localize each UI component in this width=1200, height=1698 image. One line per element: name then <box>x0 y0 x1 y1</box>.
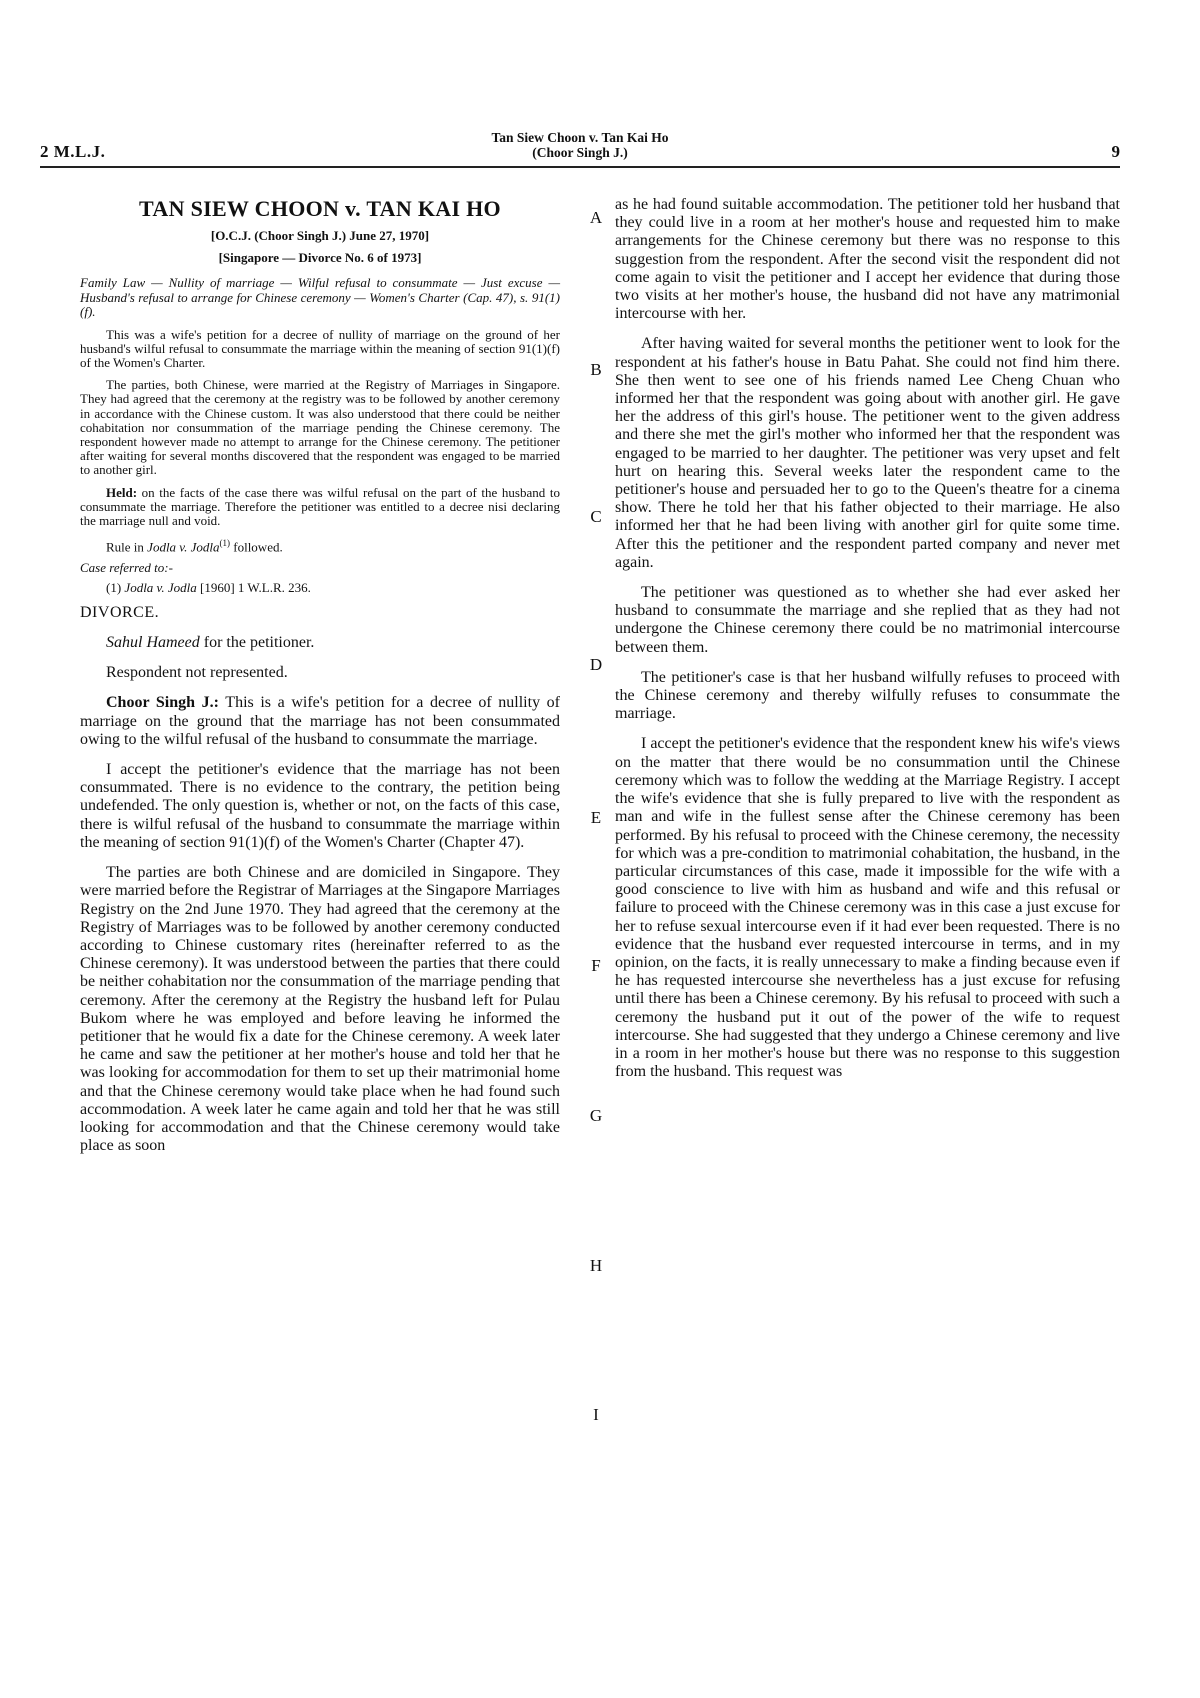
proceeding-type: DIVORCE. <box>80 604 160 622</box>
rule-case-name: Jodla v. Jodla <box>147 539 220 555</box>
right-column <box>615 196 1120 1093</box>
rule-prefix: Rule in <box>106 539 148 555</box>
judge-name: Choor Singh J.: <box>106 694 219 712</box>
case-ref-name: Jodla v. Jodla <box>124 580 197 596</box>
case-reference <box>106 580 560 596</box>
judgment-paragraph: The parties are both Chinese and are domiciled in Singapore. They were married before the Registrar of Marriages at the Singapore Marriages Registry on the 2nd June 1970. They had agreed that the ceremony at the Registry of Marriages was to be followed by another ceremony conducted according to Chinese customary rites (hereinafter referred to as the Chinese ceremony). It was understood between the parties that there could be neither cohabitation nor the consummation of the marriage pending that ceremony. After the ceremony at the Registry the husband left for Pulau Bukom where he was employed and before leaving he informed the petitioner that he would fix a date for the Chinese ceremony. A week later he came and saw the petitioner at her mother's house and told her that he was looking for accommodation for them to set up their matrimonial home and that the Chinese ceremony would take place when he had found such accommodation. A week later he came again and told her that he was still looking for accommodation and that the Chinese ceremony would take place as soon <box>80 864 560 1155</box>
held-text: on the facts of the case there was wilful refusal on the part of the husband to consummate the marriage. Therefore the petitioner was entitled to a decree nisi declaring the marriage null and void. <box>80 484 560 528</box>
held-paragraph <box>80 486 560 529</box>
headnote-paragraph: The parties, both Chinese, were married at the Registry of Marriages in Singapore. They had agreed that the ceremony at the registry was to be followed by another ceremony in accordance with the Chinese custom. It was also understood that there could be neither cohabitation nor consummation of the marriage pending the Chinese ceremony. The respondent however made no attempt to arrange for the Chinese ceremony. The petitioner after waiting for several months discovered that the respondent was engaged to be married to another girl. <box>80 377 560 478</box>
margin-letter-a: A <box>589 208 603 227</box>
catchwords: Family Law — Nullity of marriage — Wilful refusal to consummate — Just excuse — Husband's refusal to arrange for Chinese ceremony — Women's Charter (Cap. 47), s. 91(1)(f). <box>80 275 560 319</box>
margin-letter-i: I <box>593 1405 599 1424</box>
running-title-judge: (Choor Singh J.) <box>532 145 628 160</box>
counsel-name: Sahul Hameed <box>106 634 200 652</box>
margin-letter-h: H <box>589 1256 603 1275</box>
margin-letter-b: B <box>590 360 602 379</box>
margin-letter-c: C <box>590 507 602 526</box>
report-volume: 2 M.L.J. <box>40 142 106 161</box>
rule-suffix: followed. <box>230 539 283 555</box>
case-ref-number: (1) <box>106 580 125 596</box>
case-running-title <box>40 130 1120 160</box>
left-column <box>80 196 560 1167</box>
margin-letter-f: F <box>591 956 601 975</box>
margin-letters <box>585 0 607 1698</box>
header-rule <box>40 166 1120 168</box>
judgment-text: This is a wife's petition for a decree of nullity of marriage on the ground that the marriage has not been consummated owing to the wilful refusal of the husband to consummate the marriage. <box>80 694 561 748</box>
case-ref-citation: [1960] 1 W.L.R. 236. <box>196 580 311 596</box>
judgment-paragraph: as he had found suitable accommodation. The petitioner told her husband that they could live in a room at her mother's house and requested him to make arrangements for the Chinese ceremony but there was no response to this suggestion from the respondent. After the second visit the respondent did not come again to visit the petitioner and I accept her evidence that during those two visits at her mother's house, the husband did not have any matrimonial intercourse with her. <box>615 196 1120 323</box>
counsel-role: for the petitioner. <box>199 634 315 652</box>
respondent-line: Respondent not represented. <box>106 664 288 682</box>
margin-letter-e: E <box>590 808 602 827</box>
page-number: 9 <box>1111 142 1120 161</box>
cases-referred-label: Case referred to:- <box>80 560 173 576</box>
suit-line: [Singapore — Divorce No. 6 of 1973] <box>218 250 422 265</box>
rule-followed <box>80 536 560 554</box>
judgment-paragraph: The petitioner was questioned as to whether she had ever asked her husband to consummate the marriage and she replied that as they had not undergone the Chinese ceremony there could be no matrimonial intercourse between them. <box>615 584 1120 656</box>
judgment-paragraph: The petitioner's case is that her husband wilfully refuses to proceed with the Chinese ceremony and thereby wilfully refuses to consummate the marriage. <box>615 668 1120 723</box>
judgment-paragraph <box>80 694 560 749</box>
rule-footnote-ref: (1) <box>219 538 230 549</box>
held-label: Held: <box>106 484 138 500</box>
judgment-paragraph: I accept the petitioner's evidence that the marriage has not been consummated. There is no evidence to the contrary, the petition being undefended. The only question is, whether or not, on the facts of this case, there is wilful refusal of the husband to consummate the marriage within the meaning of section 91(1)(f) of the Women's Charter (Chapter 47). <box>80 761 560 851</box>
case-title: TAN SIEW CHOON v. TAN KAI HO <box>139 196 501 221</box>
running-title-parties: Tan Siew Choon v. Tan Kai Ho <box>491 130 669 145</box>
counsel-line <box>106 634 560 652</box>
judgment-paragraph: After having waited for several months the petitioner went to look for the respondent at his father's house in Batu Pahat. She could not find him there. She then went to see one of his friends named Lee Cheng Chuan who informed her that the respondent was going about with another girl. He gave her the address of this girl's house. The petitioner went to the given address and there she met the girl's mother who informed her that the respondent was engaged to be married to her daughter. The petitioner was very upset and felt hurt on hearing this. Several weeks later the respondent came to the petitioner's house and persuaded her to go to the Queen's theatre for a cinema show. There he told her that his father objected to their marriage. He also informed her that he had been living with another girl for quite some time. After this the petitioner and the respondent parted company and never met again. <box>615 335 1120 571</box>
headnote-paragraph: This was a wife's petition for a decree of nullity of marriage on the ground of her husband's wilful refusal to consummate the marriage within the meaning of section 91(1)(f) of the Women's Charter. <box>80 326 560 370</box>
margin-letter-g: G <box>589 1106 603 1125</box>
margin-letter-d: D <box>589 655 603 674</box>
court-line: [O.C.J. (Choor Singh J.) June 27, 1970] <box>210 228 430 243</box>
headnote <box>80 328 560 529</box>
judgment-paragraph: I accept the petitioner's evidence that the respondent knew his wife's views on the matter that there would be no consummation until the Chinese ceremony which was to follow the wedding at the Marriage Registry. I accept the wife's evidence that she is fully prepared to live with the respondent as man and wife in the fullest sense after the Chinese ceremony has been performed. By his refusal to proceed with the Chinese ceremony, the necessity for which was a pre-condition to matrimonial cohabitation, the husband, in the particular circumstances of this case, made it impossible for the wife with a good conscience to live with him as husband and wife and this refusal or failure to proceed with the Chinese ceremony was in this case a just excuse for her to refuse sexual intercourse even if it had ever been requested. There is no evidence that the husband ever requested intercourse in terms, and in my opinion, on the facts, it is really unnecessary to make a finding because even if he has requested intercourse she nevertheless has a just excuse for refusing until there has been a Chinese ceremony. By his refusal to proceed with such a ceremony the husband put it out of the power of the wife to request intercourse. She had suggested that they undergo a Chinese ceremony and live in a room in her mother's house but there was no response to this suggestion from the husband. This request was <box>615 735 1120 1081</box>
running-header <box>40 130 1120 166</box>
